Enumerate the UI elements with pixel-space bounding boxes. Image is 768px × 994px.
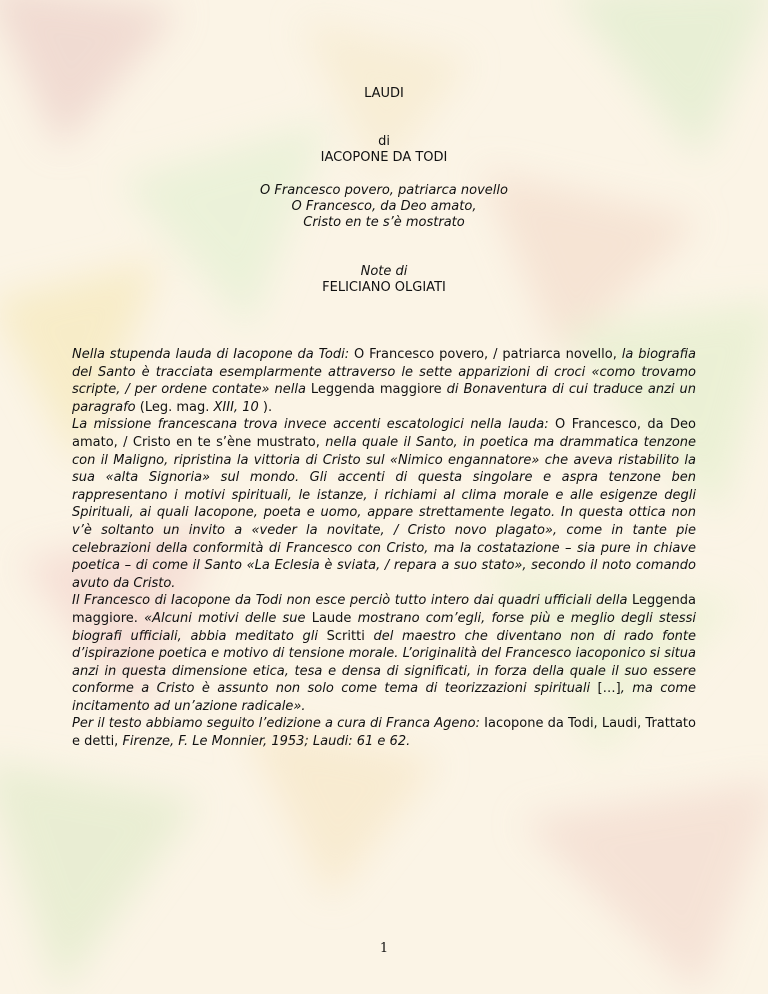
epigraph-line-2: O Francesco, da Deo amato,	[291, 199, 477, 214]
paragraph	[72, 416, 696, 592]
italic-text-run: la biografia del Santo è tracciata esemplarmente attraverso le sette apparizioni di croci «como trovamo scripte, / per ordene contate» nella	[72, 347, 696, 398]
by-label: di	[378, 134, 390, 149]
italic-text-run: Nella stupenda lauda di Iacopone da Todi:	[72, 347, 355, 362]
italic-text-run: La missione francescana trova invece accenti escatologici nella lauda:	[72, 417, 556, 433]
italic-text-run: mostrano com’egli, forse più e meglio degli stessi biografi ufficiali, abbia meditato gli	[72, 610, 696, 644]
roman-text-run: Iacopone da Todi, Laudi, Trattato e detti,	[72, 716, 696, 750]
italic-text-run: XIII, 10	[213, 399, 259, 415]
author-name: IACOPONE DA TODI	[320, 150, 448, 165]
roman-text-run: Scritti	[326, 628, 374, 644]
italic-text-run: Firenze, F. Le Monnier, 1953; Laudi: 61 e 62.	[122, 734, 411, 750]
roman-text-run: Leggenda maggiore.	[72, 593, 696, 626]
page-number: 1	[379, 941, 389, 956]
paragraph	[72, 592, 696, 715]
roman-text-run: Laude	[311, 610, 358, 626]
roman-text-run: O Francesco, da Deo amato, / Cristo en te s’ène mustrato,	[72, 417, 697, 450]
document-title: LAUDI	[364, 86, 404, 101]
italic-text-run: Per il testo abbiamo seguito l’edizione a cura di Franca Ageno:	[72, 716, 485, 732]
italic-text-run: nella quale il Santo, in poetica ma drammatica tenzone con il Maligno, ripristina la vittoria di Cristo sul «Nimico engannatore» che aveva ristabilito la sua «alta Signoria» sul mondo. Gli accenti di questa singolare e aspra tenzone ben rappresentano i motivi spirituali, le istanze, i richiami al clima morale e alle esigenze degli Spirituali, ai quali Iacopone, poeta e uomo, appare strettamente legato. In questa ottica non v’è soltanto un invito a «veder la novitate, / Cristo novo plagato», come in tante pie celebrazioni della conformità di Francesco con Cristo, ma la costatazione – sia pure in chiave poetica – di come il Santo «La Eclesia è sviata, / repara a suo stato», secondo il noto comando avuto da Cristo.	[72, 434, 697, 591]
roman-text-run: Leggenda maggiore	[310, 382, 447, 398]
notes-label: Note di	[360, 264, 408, 279]
roman-text-run: […]	[597, 681, 621, 697]
italic-text-run: Il Francesco di Iacopone da Todi non esce perciò tutto intero dai quadri ufficiali della	[72, 593, 633, 609]
epigraph-line-3: Cristo en te s’è mostrato	[303, 215, 465, 230]
paragraph	[72, 715, 696, 750]
roman-text-run: ).	[258, 399, 273, 415]
roman-text-run: O Francesco povero, / patriarca novello,	[354, 347, 622, 362]
epigraph-line-1: O Francesco povero, patriarca novello	[260, 183, 508, 198]
italic-text-run: , ma come incitamento ad un’azione radicale».	[72, 681, 696, 714]
italic-text-run: «Alcuni motivi delle sue	[144, 610, 312, 626]
roman-text-run: (Leg. mag.	[139, 399, 214, 415]
paragraph	[72, 346, 696, 416]
body-text	[72, 346, 696, 751]
notes-author: FELICIANO OLGIATI	[322, 280, 446, 295]
italic-text-run: del maestro che diventano non di rado fonte d’ispirazione poetica e motivo di tensione morale. L’originalità del Francesco iacoponico si situa anzi in questa dimensione etica, tesa e densa di significati, in forza della quale il suo essere conforme a Cristo è assunto non solo come tema di teorizzazioni spirituali	[72, 628, 696, 697]
italic-text-run: di Bonaventura di cui traduce anzi un paragrafo	[72, 382, 696, 415]
